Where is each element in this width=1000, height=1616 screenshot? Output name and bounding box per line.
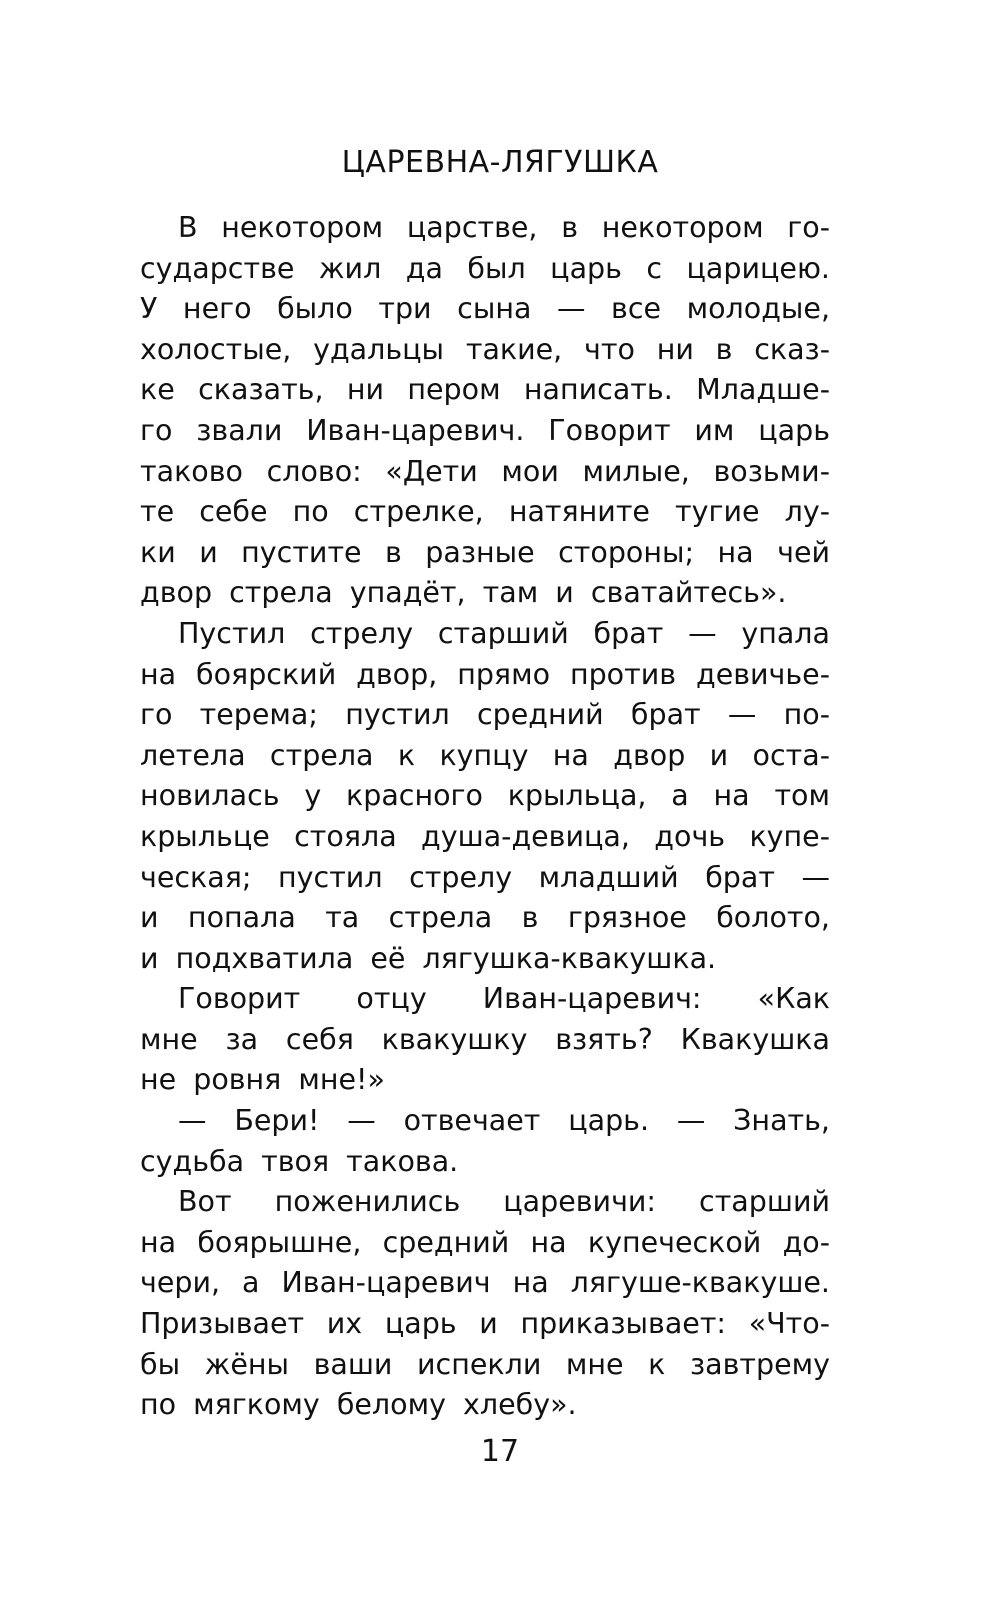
text-line: и подхватила её лягушка-квакушка. xyxy=(140,941,717,975)
paragraph xyxy=(140,208,830,614)
text-line: Вот поженились царевичи: старший xyxy=(178,1185,830,1219)
text-line: судьба твоя такова. xyxy=(140,1144,459,1178)
story-text xyxy=(140,208,830,1426)
text-line: холостые, удальцы такие, что ни в сказ- xyxy=(140,332,830,366)
paragraph xyxy=(140,1182,830,1426)
text-line: У него было три сына — все молодые, xyxy=(140,292,830,326)
text-line: — Бери! — отвечает царь. — Знать, xyxy=(178,1104,830,1138)
paragraph xyxy=(140,1101,830,1182)
text-line: по мягкому белому хлебу». xyxy=(140,1388,577,1422)
paragraph xyxy=(140,614,830,979)
text-line: на боярский двор, прямо против девичье- xyxy=(140,657,830,691)
text-line: таково слово: «Дети мои милые, возьми- xyxy=(140,454,830,488)
text-line: Говорит отцу Иван-царевич: «Как xyxy=(178,982,830,1016)
text-line: летела стрела к купцу на двор и оста- xyxy=(140,738,830,772)
text-line: те себе по стрелке, натяните тугие лу- xyxy=(140,495,830,529)
text-line: на боярышне, средний на купеческой до- xyxy=(140,1225,830,1259)
page-number: 17 xyxy=(480,1434,520,1469)
text-line: новилась у красного крыльца, а на том xyxy=(140,779,830,813)
text-line: Пустил стрелу старший брат — упала xyxy=(178,616,830,650)
text-line: чери, а Иван-царевич на лягуше-квакуше. xyxy=(140,1266,830,1300)
text-line: и попала та стрела в грязное болото, xyxy=(140,901,830,935)
text-line: двор стрела упадёт, там и сватайтесь». xyxy=(140,576,787,610)
paragraph xyxy=(140,979,830,1101)
text-line: бы жёны ваши испекли мне к завтрему xyxy=(140,1347,830,1381)
text-line: ке сказать, ни пером написать. Младше- xyxy=(140,373,830,407)
text-line: мне за себя квакушку взять? Квакушка xyxy=(140,1022,830,1056)
text-line: не ровня мне!» xyxy=(140,1063,385,1097)
chapter-title: ЦАРЕВНА-ЛЯГУШКА xyxy=(341,145,659,180)
text-line: го звали Иван-царевич. Говорит им царь xyxy=(140,413,830,447)
text-line: сударстве жил да был царь с царицею. xyxy=(140,251,830,285)
text-line: Призывает их царь и приказывает: «Что- xyxy=(140,1307,830,1341)
text-line: крыльце стояла душа-девица, дочь купе- xyxy=(140,819,830,853)
text-line: ческая; пустил стрелу младший брат — xyxy=(140,860,830,894)
text-line: го терема; пустил средний брат — по- xyxy=(140,698,830,732)
text-line: В некотором царстве, в некотором го- xyxy=(178,211,830,244)
text-line: ки и пустите в разные стороны; на чей xyxy=(140,535,830,569)
